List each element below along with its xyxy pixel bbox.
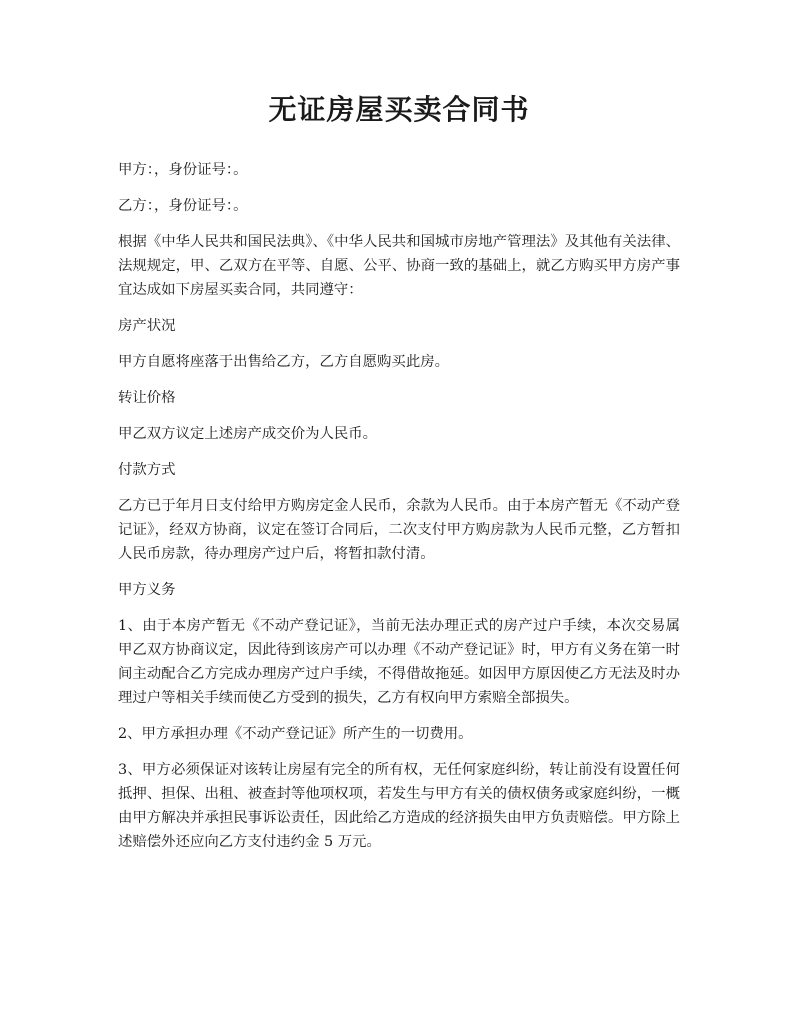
- section-heading-payment: 付款方式: [118, 462, 176, 478]
- obligation-item: 2、甲方承担办理《不动产登记证》所产生的一切费用。: [118, 726, 473, 742]
- party-b-line: 乙方：，身份证号：。: [118, 198, 248, 214]
- obligation-item: 1、由于本房产暂无《不动产登记证》，当前无法办理正式的房产过户手续，本次交易属甲乙双方协商议定，因此待到该房产可以办理《不动产登记证》时，甲方有义务在第一时间主动配合乙方完成办理房产过户手续，不得借故拖延。如因甲方原因使乙方无法及时办理过户等相关手续而使乙方受到的损失，乙方有权向甲方索赔全部损失。: [118, 618, 680, 706]
- section-text-property: 甲方自愿将座落于出售给乙方，乙方自愿购买此房。: [118, 354, 449, 370]
- intro-paragraph: 根据《中华人民共和国民法典》、《中华人民共和国城市房地产管理法》及其他有关法律、法规规定，甲、乙双方在平等、自愿、公平、协商一致的基础上，就乙方购买甲方房产事宜达成如下房屋买卖合同，共同遵守：: [118, 234, 680, 298]
- section-heading-obligations: 甲方义务: [118, 582, 176, 598]
- section-text-payment: 乙方已于年月日支付给甲方购房定金人民币，余款为人民币。由于本房产暂无《不动产登记证》，经双方协商，议定在签订合同后，二次支付甲方购房款为人民币元整，乙方暂扣人民币房款，待办理房产过户后，将暂扣款付清。: [118, 498, 680, 562]
- obligation-item: 3、甲方必须保证对该转让房屋有完全的所有权，无任何家庭纠纷，转让前没有设置任何抵押、担保、出租、被查封等他项权项，若发生与甲方有关的债权债务或家庭纠纷，一概由甲方解决并承担民事诉讼责任，因此给乙方造成的经济损失由甲方负责赔偿。甲方除上述赔偿外还应向乙方支付违约金 5 万元。: [118, 762, 680, 850]
- document-page: [118, 90, 680, 866]
- document-title: 无证房屋买卖合同书: [268, 93, 530, 126]
- party-a-line: 甲方：，身份证号：。: [118, 162, 248, 178]
- section-text-price: 甲乙双方议定上述房产成交价为人民币。: [118, 426, 378, 442]
- section-heading-property: 房产状况: [118, 318, 176, 334]
- section-heading-price: 转让价格: [118, 390, 176, 406]
